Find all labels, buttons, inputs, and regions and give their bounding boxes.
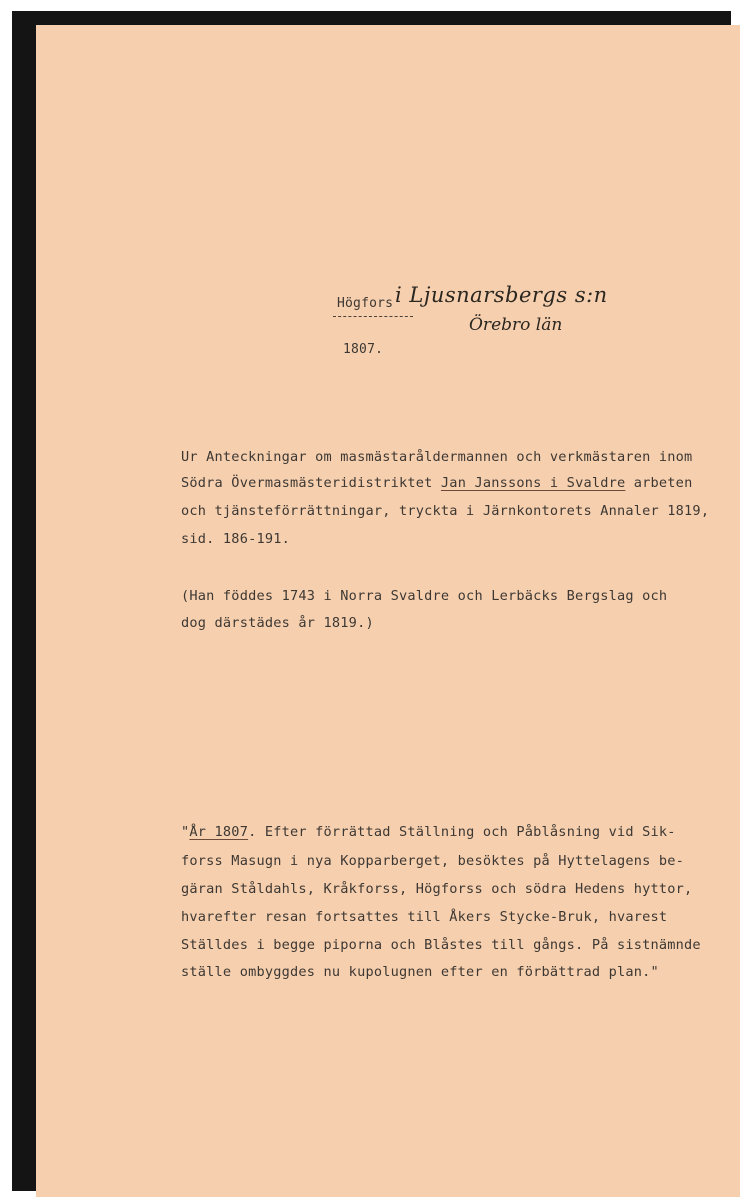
quote-line-3: gäran Ståldahls, Kråkforss, Högforss och södra Hedens hyttor, bbox=[181, 881, 693, 897]
handwritten-parish: i Ljusnarsbergs s:n bbox=[395, 283, 608, 307]
handwritten-county: Örebro län bbox=[469, 315, 563, 335]
quote-line-1 bbox=[181, 826, 676, 840]
note-line-2: dog därstädes år 1819.) bbox=[181, 615, 374, 631]
person-name: Jan Janssons i Svaldre bbox=[440, 475, 626, 491]
place-name-underline bbox=[333, 316, 413, 317]
quote-line-5: Ställdes i begge piporna och Blåstes till gångs. På sistnämnde bbox=[181, 937, 701, 953]
place-name: Högfors bbox=[337, 296, 394, 311]
quote-line-4: hvarefter resan fortsattes till Åkers Stycke-Bruk, hvarest bbox=[181, 909, 668, 925]
intro-line-2-end: arbeten bbox=[625, 475, 693, 491]
intro-line-3: och tjänsteförrättningar, tryckta i Järnkontorets Annaler 1819, bbox=[181, 503, 710, 519]
scan-frame bbox=[12, 11, 731, 1191]
intro-line-2-start: Södra Övermasmästeridistriktet bbox=[181, 475, 441, 491]
document-page bbox=[36, 25, 740, 1197]
quote-line-1-end: . Efter förrättad Ställning och Påblåsning vid Sik- bbox=[248, 824, 676, 840]
quote-year: År 1807 bbox=[189, 824, 249, 840]
intro-line-4: sid. 186-191. bbox=[181, 531, 290, 547]
note-line-1: (Han föddes 1743 i Norra Svaldre och Lerbäcks Bergslag och bbox=[181, 588, 668, 604]
intro-line-1: Ur Anteckningar om masmästaråldermannen och verkmästaren inom bbox=[181, 449, 693, 465]
quote-open-mark: " bbox=[181, 824, 190, 840]
quote-line-2: forss Masugn i nya Kopparberget, besöktes på Hyttelagens be- bbox=[181, 853, 685, 869]
quote-line-6: ställe ombyggdes nu kupolugnen efter en förbättrad plan." bbox=[181, 964, 659, 980]
year-heading: 1807. bbox=[343, 342, 384, 357]
intro-line-2 bbox=[181, 477, 692, 491]
